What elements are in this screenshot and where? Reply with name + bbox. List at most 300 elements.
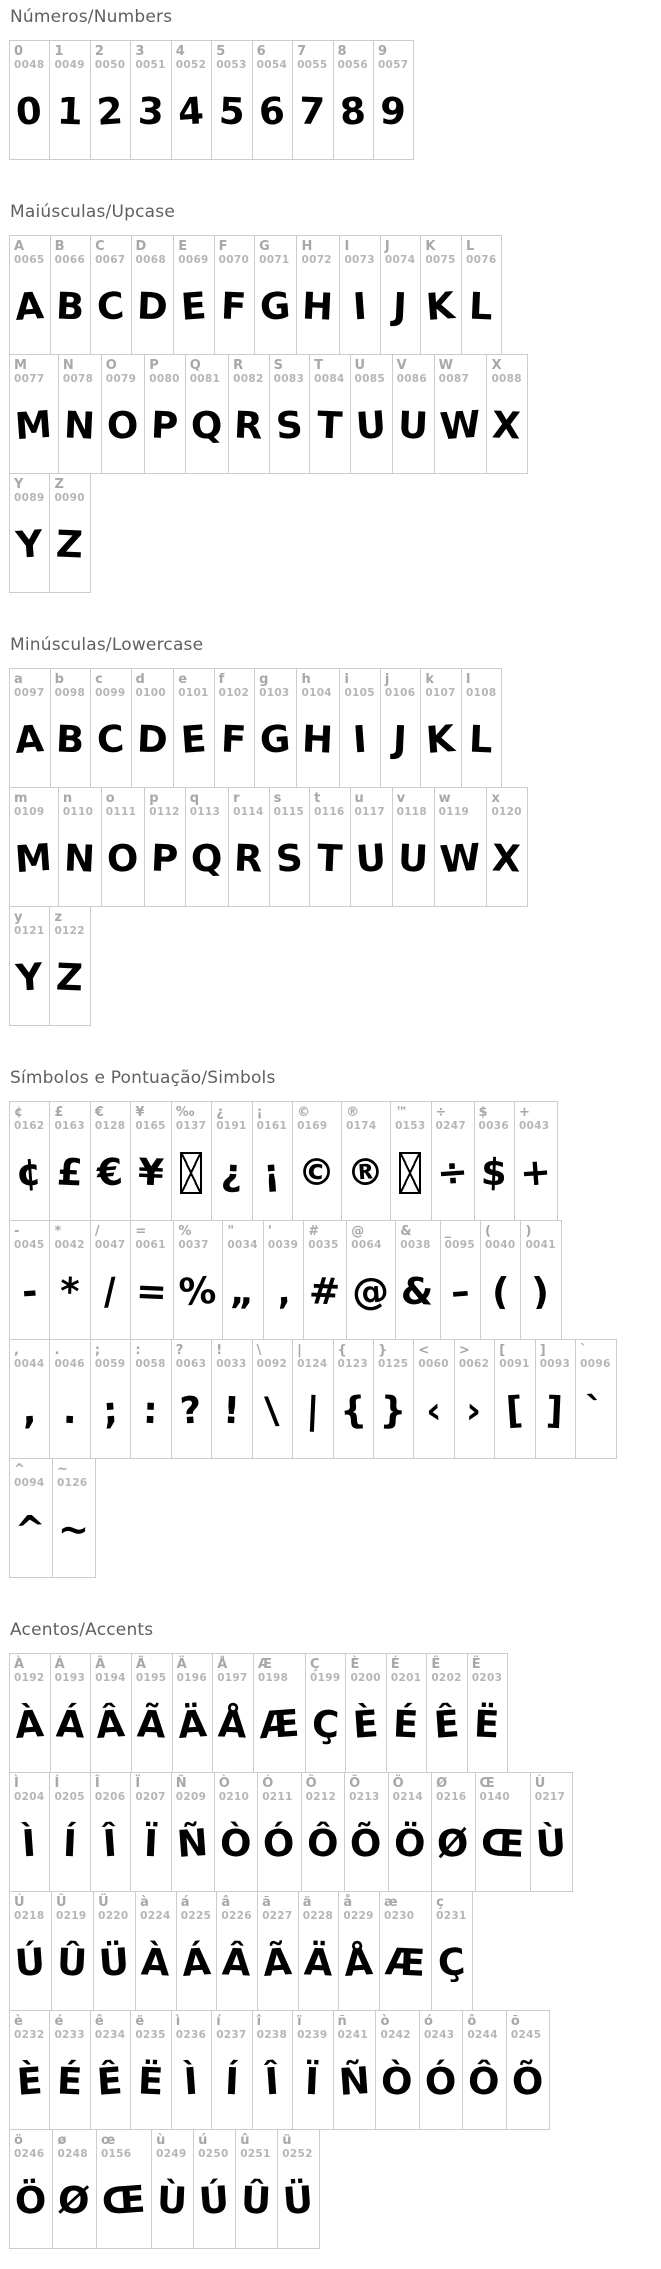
cell-glyph bbox=[95, 1685, 126, 1762]
cell-char-label: œ bbox=[100, 2133, 116, 2148]
cell-code-label: 0103 bbox=[259, 687, 290, 699]
glyph-row bbox=[9, 1891, 653, 2011]
cell-char-label: € bbox=[94, 1105, 104, 1120]
cell-char-label: a bbox=[14, 672, 23, 687]
cell-char-label: Á bbox=[54, 1657, 65, 1672]
cell-glyph bbox=[57, 1490, 90, 1567]
glyph-text: Ò bbox=[218, 1821, 253, 1866]
glyph-text: ‚ bbox=[274, 1269, 292, 1314]
glyph-cell bbox=[305, 1653, 346, 1773]
cell-char-label: f bbox=[218, 672, 225, 687]
cell-code-label: 0196 bbox=[176, 1672, 207, 1684]
cell-char-label: = bbox=[135, 1224, 147, 1239]
cell-glyph bbox=[14, 1490, 47, 1567]
glyph-cell bbox=[131, 1653, 173, 1773]
glyph-text: G bbox=[258, 716, 292, 763]
glyph-row bbox=[9, 1339, 653, 1459]
cell-code-label: 0137 bbox=[175, 1120, 207, 1132]
glyph-cell bbox=[58, 787, 102, 907]
cell-glyph bbox=[216, 1133, 246, 1210]
cell-code-label: 0060 bbox=[418, 1358, 449, 1370]
cell-char-label: Q bbox=[189, 358, 201, 373]
cell-glyph bbox=[136, 1685, 167, 1762]
cell-code-label: 0041 bbox=[525, 1239, 556, 1251]
cell-char-label: È bbox=[350, 1657, 360, 1672]
cell-glyph bbox=[198, 2161, 230, 2238]
cell-char-label: ¡ bbox=[256, 1105, 263, 1120]
cell-code-label: 0193 bbox=[54, 1672, 86, 1684]
cell-code-label: 0250 bbox=[198, 2148, 229, 2160]
glyph-text: W bbox=[438, 402, 482, 449]
cell-char-label: & bbox=[400, 1224, 412, 1239]
cell-code-label: 0124 bbox=[297, 1358, 328, 1370]
glyph-cell bbox=[257, 1772, 301, 1892]
glyph-cell bbox=[388, 1772, 432, 1892]
cell-code-label: 0206 bbox=[94, 1791, 126, 1803]
cell-code-label: 0052 bbox=[175, 59, 207, 71]
glyph-cell bbox=[420, 668, 462, 788]
cell-code-label: 0201 bbox=[390, 1672, 422, 1684]
cell-code-label: 0094 bbox=[14, 1477, 45, 1489]
cell-char-label: T bbox=[314, 358, 323, 373]
glyph-text: © bbox=[297, 1150, 336, 1195]
cell-code-label: 0075 bbox=[425, 254, 456, 266]
cell-glyph bbox=[95, 1133, 125, 1210]
cell-glyph bbox=[395, 1133, 425, 1210]
glyph-text: G bbox=[258, 283, 292, 330]
cell-char-label: P bbox=[149, 358, 159, 373]
glyph-text: S bbox=[274, 403, 304, 448]
glyph-section bbox=[9, 6, 653, 160]
glyph-cell bbox=[373, 1339, 414, 1459]
cell-code-label: 0230 bbox=[383, 1910, 415, 1922]
cell-code-label: 0102 bbox=[218, 687, 250, 699]
cell-char-label: ] bbox=[539, 1343, 546, 1358]
cell-char-label: V bbox=[396, 358, 407, 373]
cell-glyph bbox=[338, 72, 368, 149]
glyph-text: H bbox=[301, 284, 335, 329]
cell-glyph bbox=[306, 1804, 339, 1881]
glyph-cell bbox=[130, 1101, 171, 1221]
glyph-cell bbox=[9, 354, 59, 474]
cell-code-label: 0238 bbox=[256, 2029, 288, 2041]
cell-code-label: 0097 bbox=[14, 687, 45, 699]
cell-code-label: 0197 bbox=[217, 1672, 248, 1684]
cell-code-label: 0214 bbox=[392, 1791, 424, 1803]
cell-glyph bbox=[436, 1133, 469, 1210]
cell-glyph bbox=[14, 2042, 44, 2119]
cell-char-label: m bbox=[14, 791, 28, 806]
glyph-text: Ñ bbox=[175, 1820, 210, 1867]
glyph-text: A bbox=[13, 717, 46, 762]
cell-glyph bbox=[257, 2042, 287, 2119]
cell-char-label: 9 bbox=[377, 44, 387, 59]
cell-glyph bbox=[240, 2161, 272, 2238]
cell-code-label: 0226 bbox=[221, 1910, 252, 1922]
glyph-text: Ö bbox=[13, 2177, 48, 2224]
glyph-text: O bbox=[105, 835, 140, 882]
cell-code-label: 0077 bbox=[14, 373, 45, 385]
glyph-cell bbox=[52, 1458, 96, 1578]
glyph-cell bbox=[474, 1101, 515, 1221]
cell-glyph bbox=[257, 1133, 287, 1210]
glyph-cell bbox=[339, 235, 380, 355]
cell-code-label: 0107 bbox=[425, 687, 456, 699]
cell-code-label: 0105 bbox=[344, 687, 375, 699]
cell-code-label: 0104 bbox=[301, 687, 332, 699]
glyph-cell bbox=[333, 40, 374, 160]
glyph-cell bbox=[292, 2010, 333, 2130]
cell-glyph bbox=[106, 819, 139, 896]
cell-char-label: e bbox=[178, 672, 188, 687]
cell-char-label: M bbox=[14, 358, 27, 373]
glyph-text: U bbox=[396, 403, 429, 448]
cell-char-label: Ë bbox=[471, 1657, 481, 1672]
cell-code-label: 0109 bbox=[14, 806, 45, 818]
cell-code-label: 0162 bbox=[14, 1120, 45, 1132]
cell-glyph bbox=[257, 1371, 287, 1448]
cell-glyph bbox=[54, 2042, 84, 2119]
glyph-text: U bbox=[354, 836, 388, 881]
cell-code-label: 0085 bbox=[354, 373, 385, 385]
glyph-cell bbox=[49, 2010, 90, 2130]
cell-code-label: 0046 bbox=[54, 1358, 85, 1370]
cell-code-label: 0087 bbox=[438, 373, 470, 385]
cell-char-label: ; bbox=[94, 1343, 101, 1358]
glyph-text: Ê bbox=[432, 1702, 461, 1747]
glyph-text: ^ bbox=[13, 1506, 48, 1553]
glyph-cell bbox=[263, 1220, 304, 1340]
glyph-text: Á bbox=[54, 1702, 86, 1747]
glyph-cell bbox=[90, 40, 131, 160]
glyph-text: ? bbox=[178, 1388, 204, 1433]
cell-glyph bbox=[282, 2161, 314, 2238]
cell-glyph bbox=[190, 386, 223, 463]
glyph-cell bbox=[172, 1653, 214, 1773]
cell-char-label: Í bbox=[54, 1776, 60, 1791]
glyph-text: 6 bbox=[257, 89, 287, 134]
cell-char-label: ¿ bbox=[216, 1105, 224, 1120]
glyph-text: Ü bbox=[97, 1940, 131, 1985]
glyph-text: ( bbox=[490, 1269, 510, 1314]
cell-glyph bbox=[262, 1804, 295, 1881]
glyph-cell bbox=[461, 235, 502, 355]
cell-char-label: 7 bbox=[297, 44, 307, 59]
cell-code-label: 0231 bbox=[436, 1910, 467, 1922]
cell-glyph bbox=[14, 1371, 44, 1448]
cell-code-label: 0059 bbox=[94, 1358, 126, 1370]
cell-char-label: Å bbox=[217, 1657, 228, 1672]
cell-char-label: Æ bbox=[257, 1657, 272, 1672]
cell-char-label: ã bbox=[262, 1895, 271, 1910]
glyph-row bbox=[9, 2129, 653, 2249]
cell-glyph bbox=[55, 1685, 86, 1762]
glyph-text: Q bbox=[189, 402, 224, 449]
cell-code-label: 0106 bbox=[384, 687, 416, 699]
cell-glyph bbox=[499, 1371, 529, 1448]
section-title: Acentos/Accents bbox=[10, 1620, 154, 1640]
cell-glyph bbox=[297, 2042, 327, 2119]
cell-code-label: 0076 bbox=[466, 254, 497, 266]
cell-code-label: 0220 bbox=[98, 1910, 129, 1922]
cell-char-label: Ô bbox=[305, 1776, 317, 1791]
cell-char-label: ~ bbox=[57, 1462, 68, 1477]
cell-code-label: 0199 bbox=[310, 1672, 341, 1684]
cell-glyph bbox=[314, 386, 344, 463]
glyph-text: 3 bbox=[136, 89, 165, 134]
cell-glyph bbox=[378, 72, 408, 149]
cell-char-label: % bbox=[178, 1224, 192, 1239]
glyph-text: Ö bbox=[392, 1821, 426, 1866]
glyph-text: ! bbox=[222, 1388, 241, 1433]
cell-code-label: 0088 bbox=[491, 373, 522, 385]
cell-glyph bbox=[259, 700, 291, 777]
cell-glyph bbox=[384, 1923, 426, 2000]
cell-code-label: 0246 bbox=[14, 2148, 45, 2160]
cell-glyph bbox=[98, 1923, 130, 2000]
cell-char-label: © bbox=[297, 1105, 311, 1120]
glyph-cell bbox=[292, 1101, 342, 1221]
glyph-text: . bbox=[61, 1388, 78, 1433]
glyph-cell bbox=[90, 1653, 132, 1773]
glyph-text: Í bbox=[61, 1821, 78, 1866]
glyph-text: - bbox=[20, 1269, 39, 1314]
cell-glyph bbox=[106, 386, 139, 463]
glyph-cell bbox=[9, 1101, 50, 1221]
cell-glyph bbox=[393, 1804, 426, 1881]
glyph-section bbox=[9, 634, 653, 1026]
glyph-row bbox=[9, 40, 653, 160]
cell-char-label: n bbox=[62, 791, 73, 806]
cell-glyph bbox=[338, 1371, 368, 1448]
glyph-cell bbox=[90, 1339, 131, 1459]
cell-glyph bbox=[149, 819, 179, 896]
cell-code-label: 0192 bbox=[14, 1672, 45, 1684]
cell-code-label: 0043 bbox=[518, 1120, 550, 1132]
glyph-cell bbox=[9, 1772, 50, 1892]
glyph-cell bbox=[392, 787, 435, 907]
cell-char-label: + bbox=[518, 1105, 530, 1120]
glyph-cell bbox=[269, 354, 310, 474]
glyph-cell bbox=[185, 354, 229, 474]
glyph-cell bbox=[212, 1653, 254, 1773]
cell-glyph bbox=[355, 386, 387, 463]
cell-char-label: g bbox=[259, 672, 269, 687]
glyph-text: L bbox=[468, 717, 494, 762]
cell-code-label: 0073 bbox=[344, 254, 375, 266]
glyph-cell bbox=[90, 1101, 131, 1221]
glyph-row bbox=[9, 1101, 653, 1221]
cell-char-label: ® bbox=[346, 1105, 360, 1120]
cell-glyph bbox=[439, 819, 482, 896]
cell-char-label: ù bbox=[156, 2133, 166, 2148]
cell-char-label: i bbox=[344, 672, 349, 687]
cell-code-label: 0055 bbox=[297, 59, 328, 71]
glyph-cell bbox=[475, 1772, 531, 1892]
glyph-cell bbox=[333, 2010, 377, 2130]
glyph-cell bbox=[49, 1220, 90, 1340]
cell-code-label: 0058 bbox=[135, 1358, 166, 1370]
cell-glyph bbox=[439, 386, 482, 463]
glyph-text: D bbox=[135, 284, 169, 329]
cell-char-label: ì bbox=[175, 2014, 181, 2029]
glyph-cell bbox=[173, 235, 214, 355]
cell-char-label: 6 bbox=[256, 44, 266, 59]
glyph-text: Y bbox=[14, 522, 45, 567]
glyph-cell bbox=[395, 1220, 440, 1340]
glyph-text: E bbox=[179, 717, 208, 762]
glyph-row bbox=[9, 235, 653, 355]
cell-glyph bbox=[14, 505, 44, 582]
cell-code-label: 0070 bbox=[218, 254, 250, 266]
glyph-text: Ë bbox=[136, 2059, 165, 2104]
cell-char-label: Ò bbox=[218, 1776, 230, 1791]
glyph-text: { bbox=[338, 1388, 368, 1433]
cell-code-label: 0079 bbox=[105, 373, 137, 385]
glyph-cell bbox=[341, 1101, 391, 1221]
cell-char-label: " bbox=[227, 1224, 235, 1239]
glyph-text: F bbox=[220, 284, 248, 329]
glyph-cell bbox=[90, 1220, 131, 1340]
glyph-cell bbox=[277, 2129, 320, 2249]
glyph-row bbox=[9, 1220, 653, 1340]
cell-char-label: 4 bbox=[175, 44, 185, 59]
glyph-row bbox=[9, 668, 653, 788]
cell-code-label: 0089 bbox=[14, 492, 45, 504]
cell-code-label: 0161 bbox=[256, 1120, 288, 1132]
cell-code-label: 0108 bbox=[466, 687, 497, 699]
glyph-cell bbox=[486, 354, 528, 474]
cell-code-label: 0098 bbox=[54, 687, 86, 699]
cell-glyph bbox=[472, 1685, 502, 1762]
cell-char-label: v bbox=[396, 791, 406, 806]
glyph-cell bbox=[211, 2010, 252, 2130]
glyph-text: I bbox=[351, 717, 369, 762]
glyph-cell bbox=[49, 1101, 90, 1221]
cell-char-label: J bbox=[384, 239, 390, 254]
glyph-cell bbox=[50, 668, 91, 788]
cell-char-label: £ bbox=[54, 1105, 64, 1120]
glyph-cell bbox=[173, 1220, 223, 1340]
cell-glyph bbox=[95, 72, 125, 149]
glyph-text: Ù bbox=[534, 1821, 568, 1866]
cell-glyph bbox=[511, 2042, 544, 2119]
cell-char-label: Ê bbox=[431, 1657, 441, 1672]
cell-char-label: ñ bbox=[337, 2014, 347, 2029]
cell-glyph bbox=[262, 1923, 293, 2000]
cell-char-label: U bbox=[354, 358, 366, 373]
glyph-text: É bbox=[392, 1702, 420, 1747]
glyph-cell bbox=[90, 1772, 131, 1892]
glyph-cell bbox=[222, 1220, 263, 1340]
cell-code-label: 0078 bbox=[62, 373, 94, 385]
cell-char-label: , bbox=[14, 1343, 19, 1358]
cell-char-label: Ú bbox=[14, 1895, 25, 1910]
cell-char-label: . bbox=[54, 1343, 60, 1358]
glyph-text: I bbox=[351, 284, 369, 329]
glyph-text: N bbox=[62, 836, 96, 881]
cell-glyph bbox=[54, 505, 84, 582]
cell-glyph bbox=[55, 700, 85, 777]
cell-char-label: ÷ bbox=[435, 1105, 447, 1120]
cell-char-label: H bbox=[301, 239, 313, 254]
glyph-text: Æ bbox=[384, 1940, 427, 1985]
cell-code-label: 0048 bbox=[14, 59, 45, 71]
cell-code-label: 0072 bbox=[301, 254, 332, 266]
cell-glyph bbox=[349, 1804, 382, 1881]
cell-glyph bbox=[479, 1133, 509, 1210]
cell-glyph bbox=[14, 2161, 47, 2238]
cell-char-label: o bbox=[105, 791, 115, 806]
cell-glyph bbox=[190, 819, 223, 896]
cell-char-label: Ñ bbox=[175, 1776, 187, 1791]
glyph-text: [ bbox=[504, 1388, 525, 1433]
cell-glyph bbox=[14, 386, 53, 463]
cell-code-label: 0123 bbox=[337, 1358, 368, 1370]
glyph-cell bbox=[173, 668, 214, 788]
glyph-cell bbox=[52, 2129, 96, 2249]
cell-code-label: 0126 bbox=[57, 1477, 88, 1489]
cell-glyph bbox=[344, 700, 374, 777]
cell-code-label: 0083 bbox=[273, 373, 305, 385]
cell-char-label: N bbox=[62, 358, 74, 373]
cell-glyph bbox=[355, 819, 387, 896]
cell-code-label: 0095 bbox=[444, 1239, 476, 1251]
cell-code-label: 0163 bbox=[54, 1120, 85, 1132]
glyph-cell bbox=[480, 1220, 521, 1340]
glyph-cell bbox=[9, 906, 50, 1026]
cell-code-label: 0120 bbox=[491, 806, 522, 818]
glyph-cell bbox=[96, 2129, 152, 2249]
cell-code-label: 0116 bbox=[314, 806, 345, 818]
cell-glyph bbox=[135, 1371, 165, 1448]
cell-glyph bbox=[219, 267, 249, 344]
cell-glyph bbox=[14, 1804, 44, 1881]
cell-glyph bbox=[216, 1371, 246, 1448]
glyph-text: È bbox=[351, 1702, 380, 1747]
cell-glyph bbox=[95, 700, 125, 777]
glyph-cell bbox=[131, 235, 175, 355]
glyph-text: Ú bbox=[197, 2178, 231, 2223]
cell-code-label: 0209 bbox=[175, 1791, 207, 1803]
glyph-text: € bbox=[95, 1150, 125, 1195]
glyph-text: Â bbox=[221, 1940, 252, 1985]
glyph-text: / bbox=[101, 1269, 119, 1314]
cell-char-label: ö bbox=[14, 2133, 23, 2148]
cell-code-label: 0247 bbox=[435, 1120, 466, 1132]
cell-char-label: ? bbox=[175, 1343, 184, 1358]
cell-glyph bbox=[259, 267, 291, 344]
glyph-cell bbox=[9, 2129, 53, 2249]
glyph-cell bbox=[193, 2129, 236, 2249]
cell-code-label: 0050 bbox=[94, 59, 126, 71]
cell-glyph bbox=[95, 1804, 125, 1881]
cell-code-label: 0069 bbox=[178, 254, 209, 266]
glyph-text: ® bbox=[345, 1149, 386, 1196]
cell-code-label: 0056 bbox=[337, 59, 368, 71]
cell-char-label: 0 bbox=[14, 44, 24, 59]
cell-glyph bbox=[156, 2161, 188, 2238]
glyph-text: 0 bbox=[14, 89, 44, 134]
glyph-text: ¡ bbox=[261, 1150, 282, 1195]
cell-char-label: ^ bbox=[14, 1462, 25, 1477]
cell-char-label: Î bbox=[94, 1776, 100, 1791]
glyph-text: R bbox=[233, 403, 264, 448]
glyph-text: J bbox=[392, 284, 408, 329]
cell-glyph bbox=[257, 72, 287, 149]
glyph-text: Î bbox=[263, 2059, 281, 2104]
glyph-text: ÷ bbox=[435, 1149, 469, 1196]
